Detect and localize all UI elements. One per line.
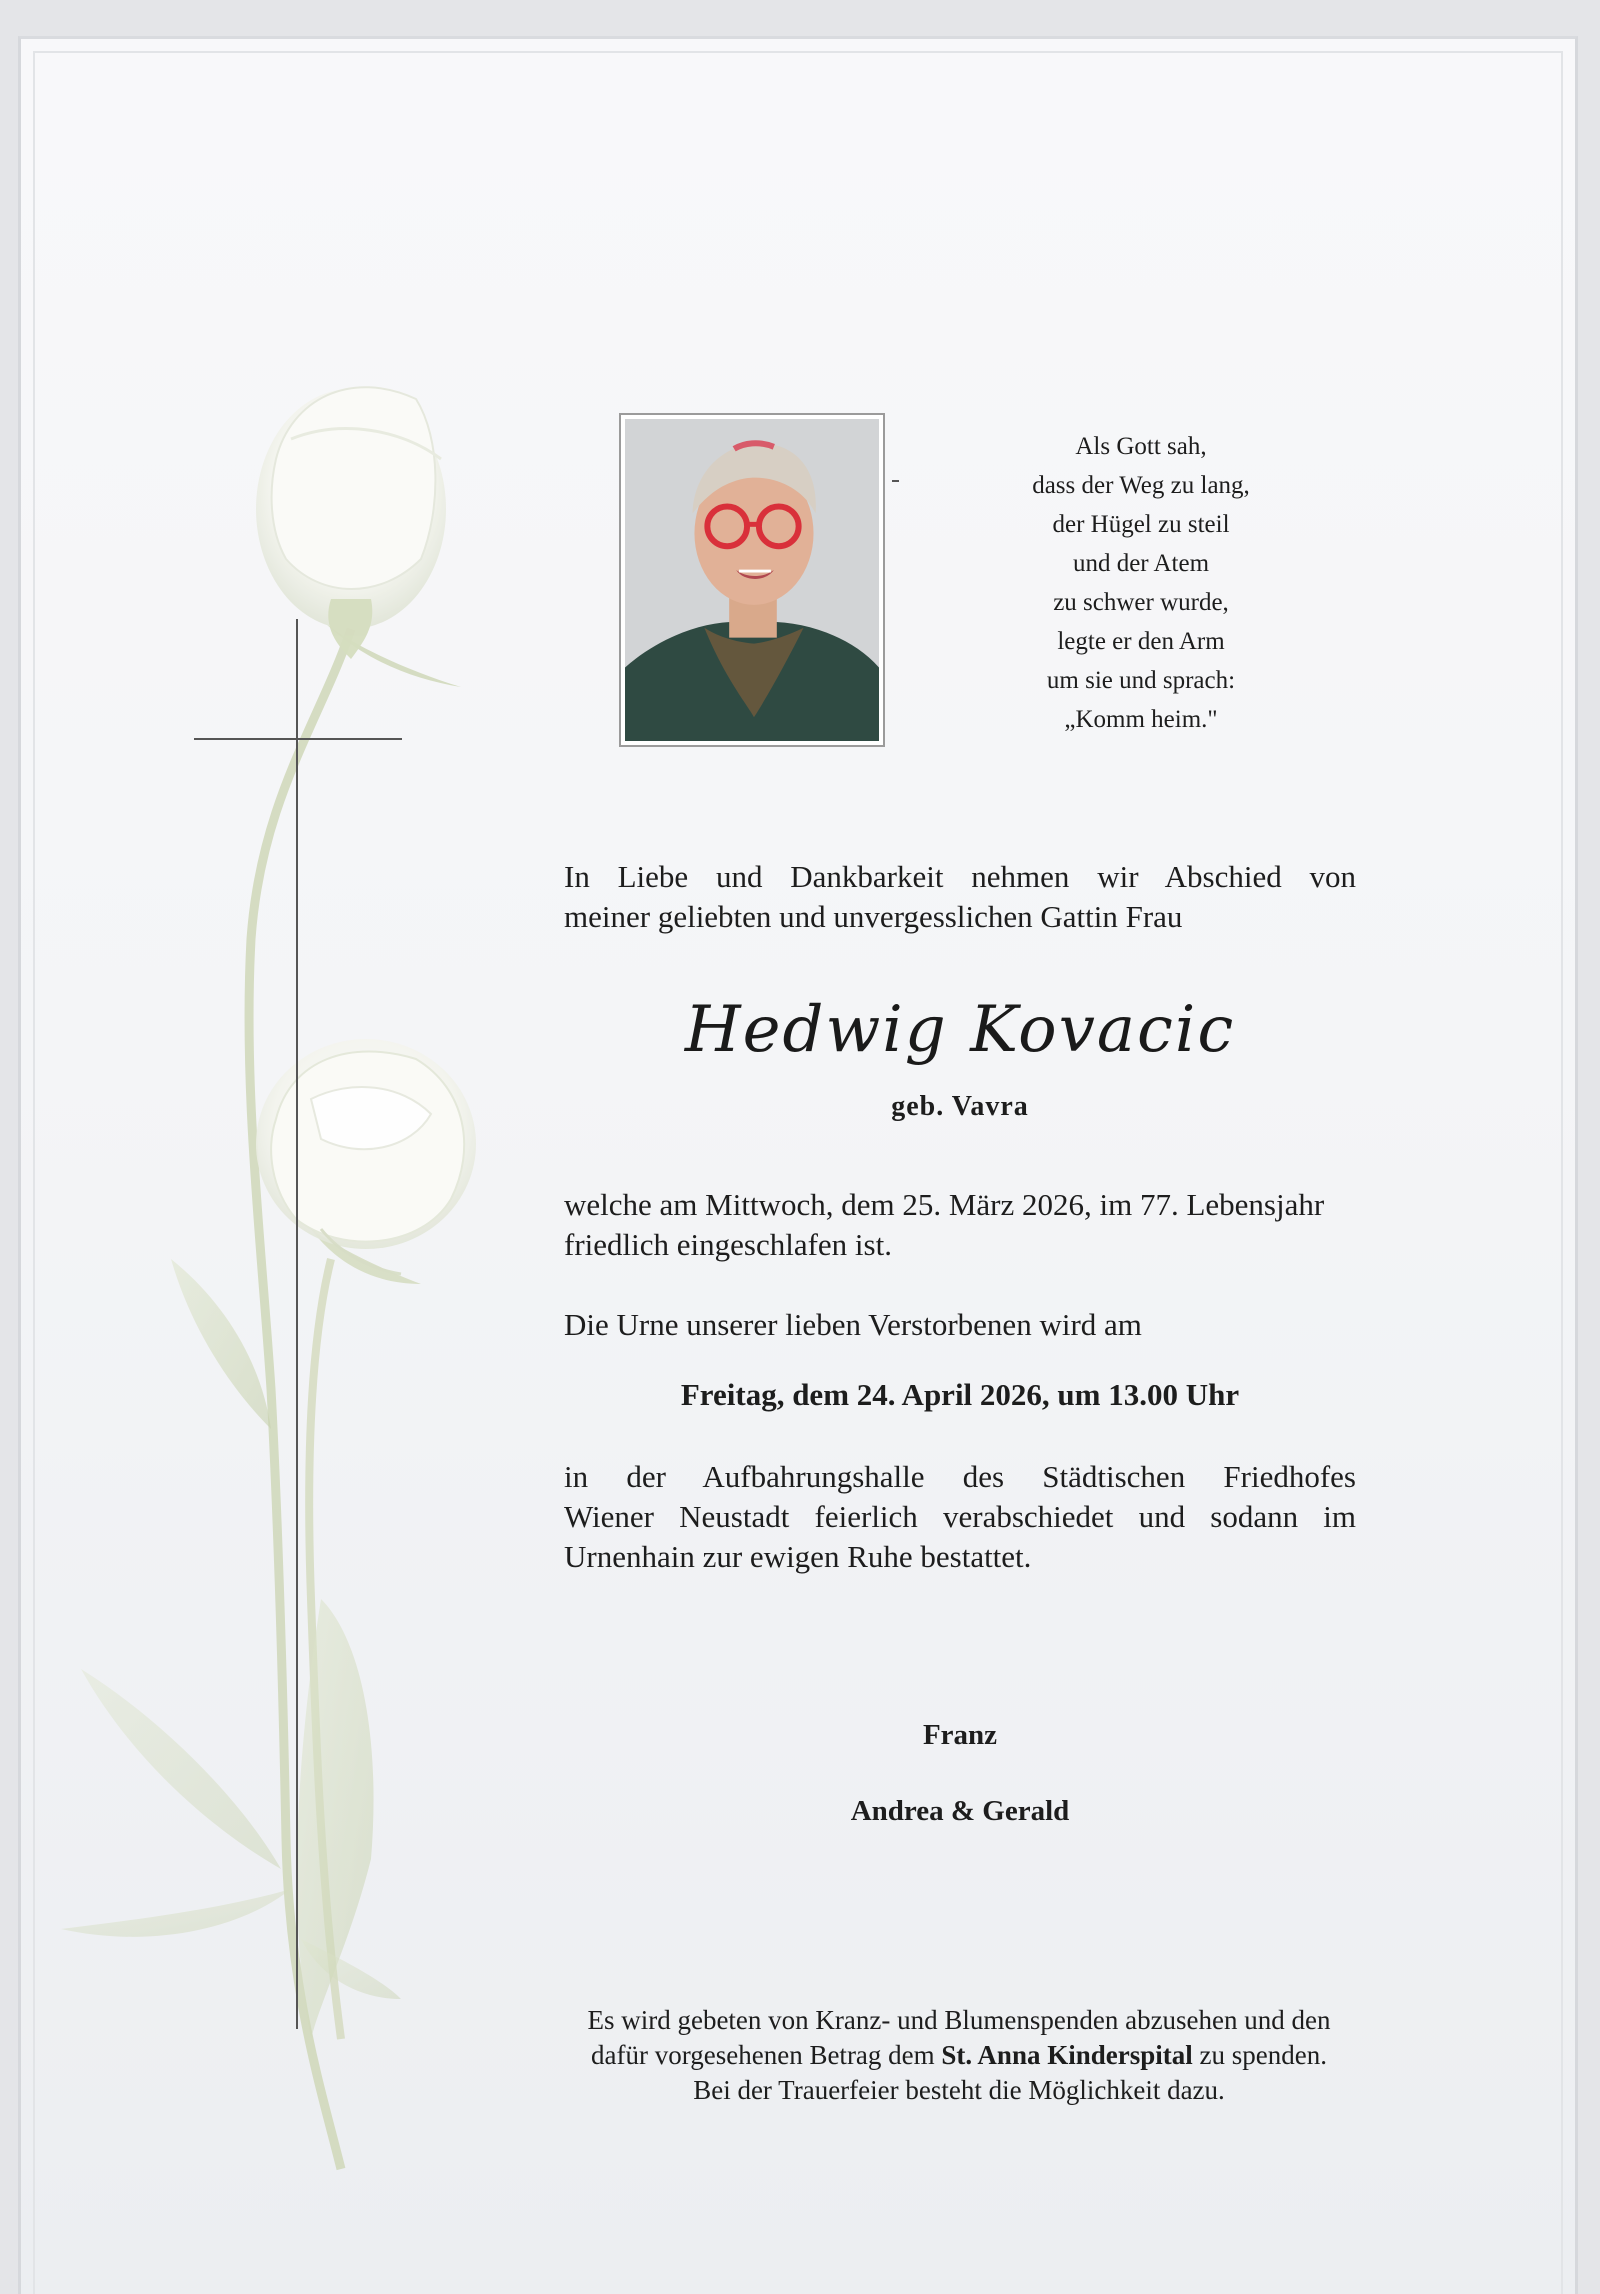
intro-line: In Liebe und Dankbarkeit nehmen wir Abschied von [564, 859, 1356, 894]
charity-name: St. Anna Kinderspital [941, 2040, 1193, 2070]
mourner-name: Franz [922, 1719, 998, 1751]
poem-line: zu schwer wurde, [1053, 589, 1229, 616]
maiden-name: geb. Vavra [891, 1091, 1029, 1122]
poem-line: Als Gott sah, [1075, 433, 1207, 460]
intro-line: meiner geliebten und unvergesslichen Gattin Frau [564, 899, 1183, 934]
death-line: friedlich eingeschlafen ist. [564, 1227, 892, 1262]
note-text: dafür vorgesehenen Betrag dem [591, 2040, 942, 2070]
urn-intro: Die Urne unserer lieben Verstorbenen wird am [564, 1307, 1142, 1342]
poem-line: „Komm heim." [1064, 706, 1218, 733]
upper-rose [256, 387, 446, 659]
note-line: Es wird gebeten von Kranz- und Blumenspenden abzusehen und den [587, 2005, 1331, 2035]
poem-line: der Hügel zu steil [1052, 511, 1230, 538]
portrait-image [625, 419, 879, 741]
intro-paragraph [564, 857, 1356, 937]
cross-horizontal-bar [194, 738, 402, 740]
poem-line: und der Atem [1072, 550, 1210, 577]
leaf [81, 1669, 281, 1869]
note-line: Bei der Trauerfeier besteht die Möglichkeit dazu. [693, 2075, 1225, 2105]
cross-vertical-bar [296, 619, 298, 2029]
poem-line: dass der Weg zu lang, [1032, 472, 1250, 499]
location-paragraph [564, 1457, 1356, 1577]
note-line [526, 2038, 1392, 2073]
mourner-name: Andrea & Gerald [850, 1795, 1070, 1827]
poem-line: legte er den Arm [1057, 628, 1225, 655]
location-line: Wiener Neustadt feierlich verabschiedet und sodann im [564, 1499, 1356, 1534]
note-text: zu spenden. [1192, 2040, 1327, 2070]
ceremony-date: Freitag, dem 24. April 2026, um 13.00 Uhr [680, 1377, 1240, 1412]
deceased-name: Hedwig Kovacic [684, 993, 1236, 1067]
white-roses-illustration [21, 39, 581, 2239]
decorative-dash [892, 480, 899, 482]
leaf [61, 1889, 291, 1937]
leaf [171, 1259, 271, 1429]
donation-note [526, 2003, 1392, 2108]
death-paragraph [564, 1185, 1356, 1265]
poem-line: um sie und sprach: [1046, 667, 1236, 694]
lower-rose [256, 1039, 476, 1274]
obituary-page [18, 36, 1578, 2294]
location-line: in der Aufbahrungshalle des Städtischen Friedhofes [564, 1459, 1356, 1494]
death-line: welche am Mittwoch, dem 25. März 2026, im 77. Lebensjahr [564, 1187, 1325, 1222]
location-line: Urnenhain zur ewigen Ruhe bestattet. [564, 1539, 1032, 1574]
portrait-photo [619, 413, 885, 747]
poem [981, 427, 1301, 739]
